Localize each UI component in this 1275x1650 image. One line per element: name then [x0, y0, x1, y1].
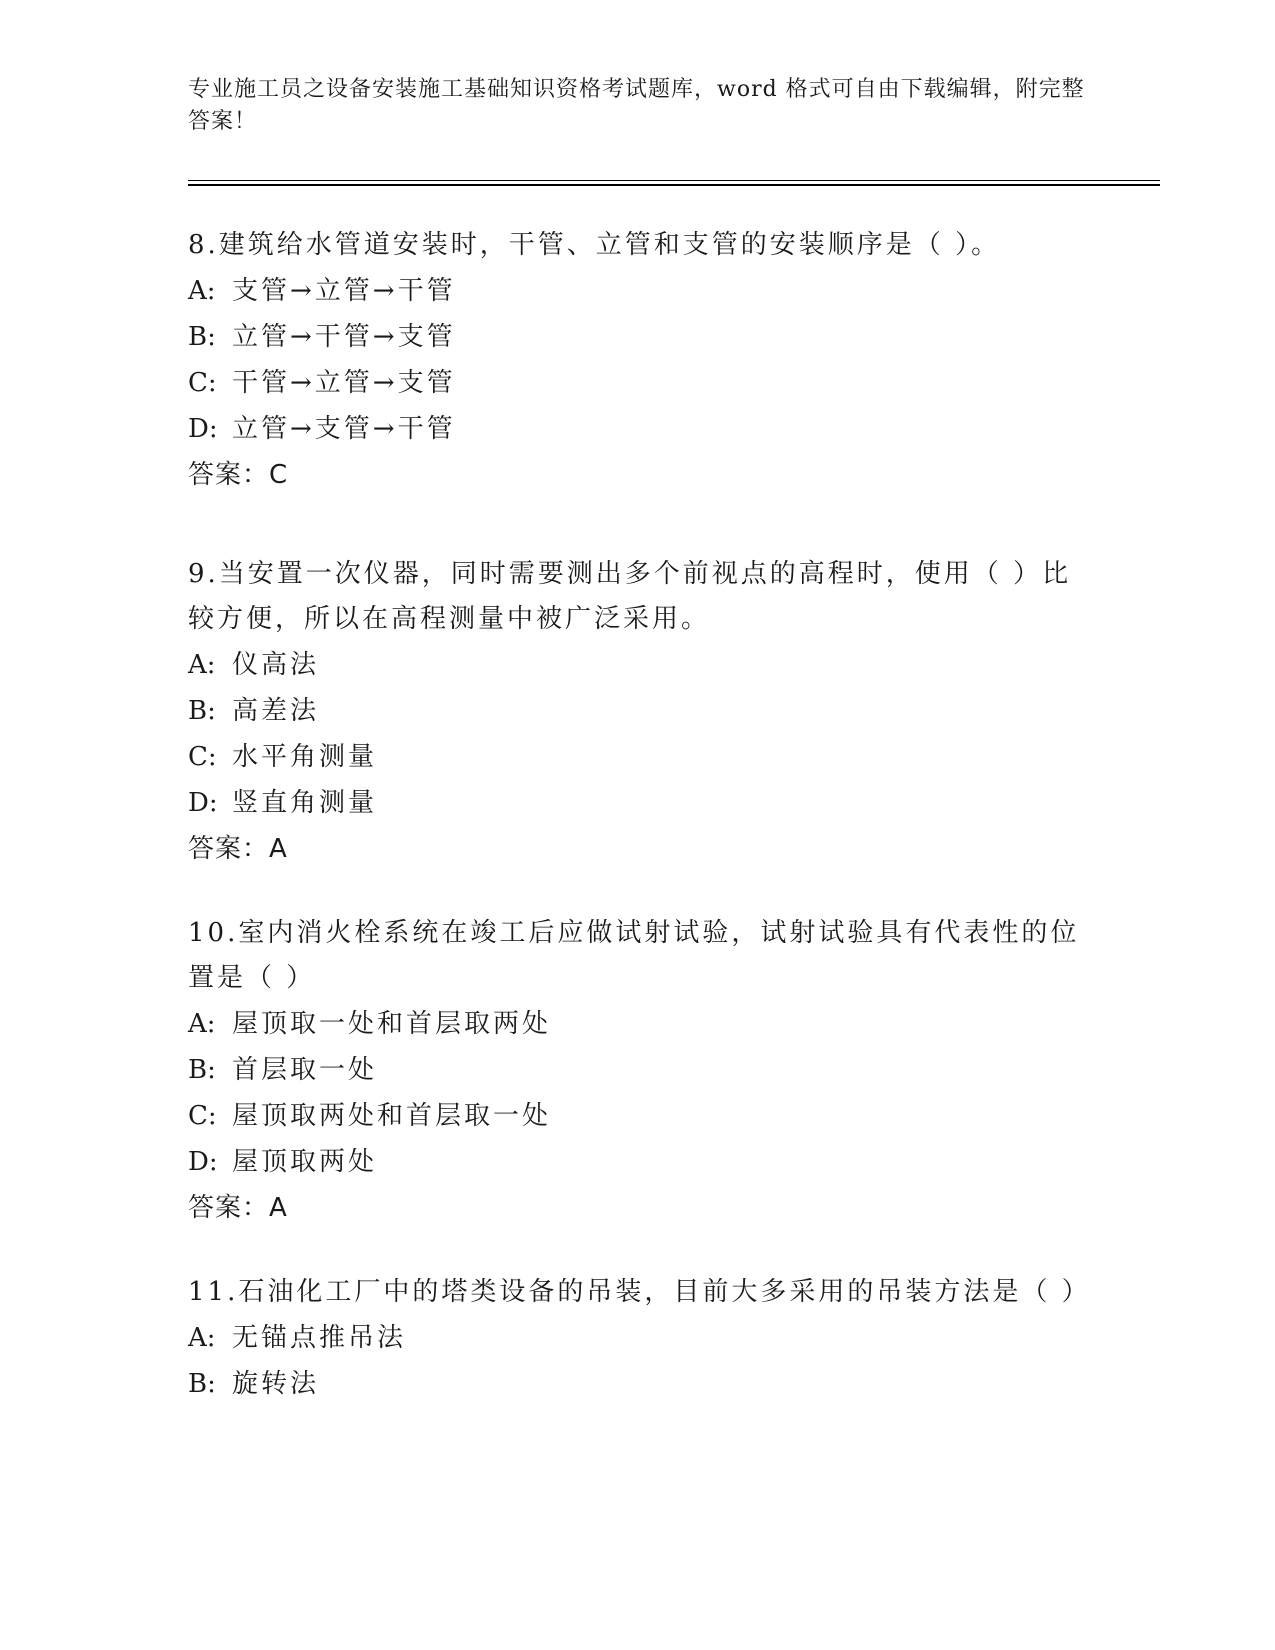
option-letter: B:	[188, 322, 216, 352]
option-text: 屋顶取两处	[232, 1147, 378, 1177]
option-text: 高差法	[232, 696, 320, 726]
option-c	[188, 1093, 1088, 1139]
option-letter: A:	[188, 1323, 216, 1353]
answer: 答案：C	[188, 460, 289, 490]
option-a	[188, 268, 1088, 314]
option-a	[188, 642, 1088, 688]
option-b	[188, 1047, 1088, 1093]
option-text: 屋顶取一处和首层取两处	[232, 1009, 552, 1039]
option-text: 旋转法	[232, 1369, 320, 1399]
option-text: 立管→干管→支管	[232, 322, 456, 352]
question-stem: 10.室内消火栓系统在竣工后应做试射试验，试射试验具有代表性的位置是（ ）	[188, 918, 1080, 993]
option-letter: B:	[188, 696, 216, 726]
option-text: 竖直角测量	[232, 788, 378, 818]
header-divider-bottom	[188, 184, 1160, 186]
option-a	[188, 1315, 1088, 1361]
question-stem: 9.当安置一次仪器，同时需要测出多个前视点的高程时，使用（ ）比较方便，所以在高程测量中被广泛采用。	[188, 559, 1072, 634]
page-header: 专业施工员之设备安装施工基础知识资格考试题库，word 格式可自由下载编辑，附完整答案！	[188, 77, 1085, 134]
option-letter: D:	[188, 414, 218, 444]
option-letter: A:	[188, 276, 216, 306]
question-11	[188, 1270, 1091, 1407]
option-text: 仪高法	[232, 650, 320, 680]
option-a	[188, 1001, 1088, 1047]
question-10	[188, 911, 1088, 1231]
answer: 答案：A	[188, 1193, 288, 1223]
option-text: 干管→立管→支管	[232, 368, 456, 398]
option-letter: C:	[188, 742, 217, 772]
option-letter: B:	[188, 1055, 216, 1085]
question-9	[188, 552, 1088, 872]
option-d	[188, 780, 1088, 826]
option-text: 支管→立管→干管	[232, 276, 456, 306]
option-d	[188, 406, 1088, 452]
option-b	[188, 1361, 1088, 1407]
option-letter: B:	[188, 1369, 216, 1399]
option-text: 屋顶取两处和首层取一处	[232, 1101, 552, 1131]
option-letter: A:	[188, 650, 216, 680]
option-letter: A:	[188, 1009, 216, 1039]
question-stem: 11.石油化工厂中的塔类设备的吊装，目前大多采用的吊装方法是（ ）	[188, 1277, 1091, 1307]
option-text: 立管→支管→干管	[232, 414, 456, 444]
option-d	[188, 1139, 1088, 1185]
option-b	[188, 688, 1088, 734]
answer: 答案：A	[188, 834, 288, 864]
option-text: 水平角测量	[232, 742, 378, 772]
header-divider-top	[188, 180, 1160, 181]
question-stem: 8.建筑给水管道安装时，干管、立管和支管的安装顺序是（ ）。	[188, 230, 1001, 260]
option-letter: C:	[188, 1101, 217, 1131]
option-b	[188, 314, 1088, 360]
option-c	[188, 360, 1088, 406]
option-c	[188, 734, 1088, 780]
option-text: 首层取一处	[232, 1055, 378, 1085]
option-text: 无锚点推吊法	[232, 1323, 407, 1353]
option-letter: D:	[188, 788, 218, 818]
option-letter: C:	[188, 368, 217, 398]
question-8	[188, 223, 1088, 498]
option-letter: D:	[188, 1147, 218, 1177]
